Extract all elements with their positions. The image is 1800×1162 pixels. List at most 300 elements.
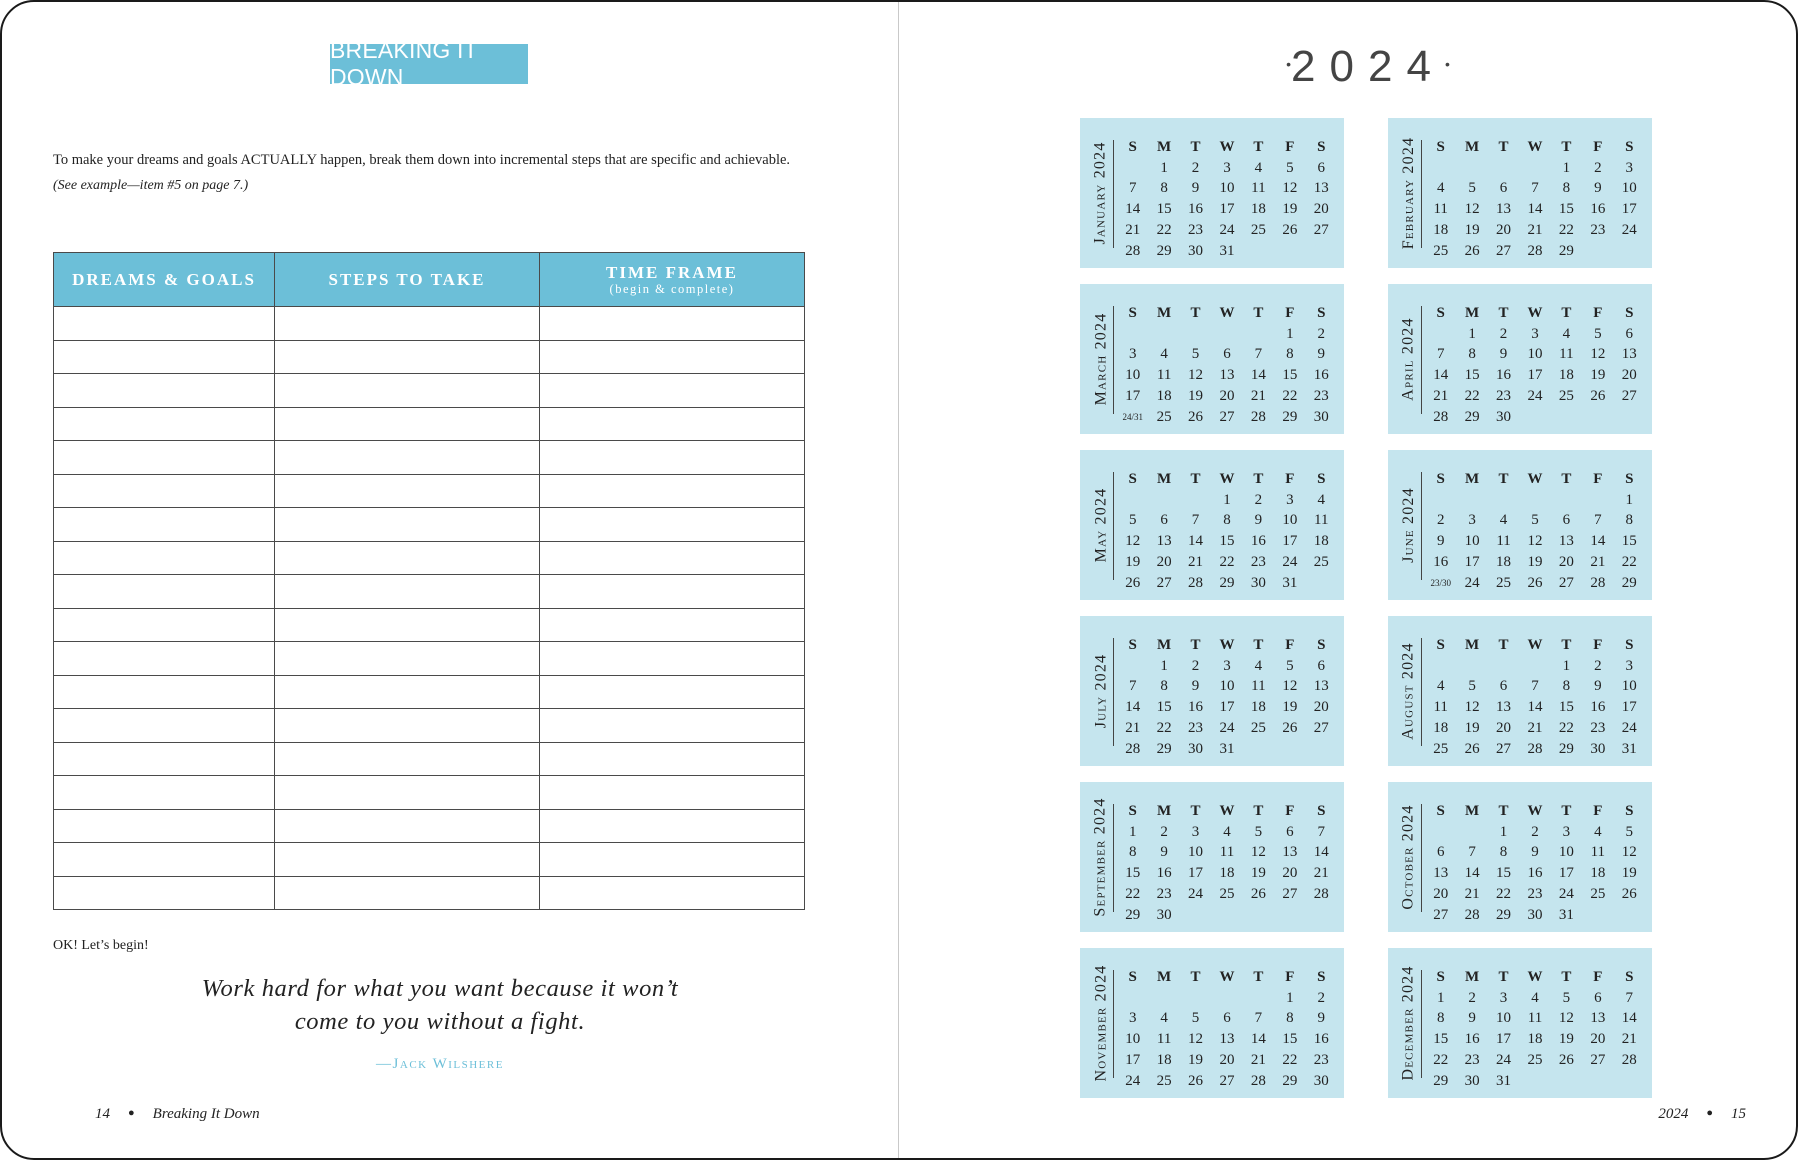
table-row	[54, 709, 805, 743]
weekday-label: T	[1561, 470, 1572, 487]
day-cell: 30	[1250, 574, 1266, 591]
day-cell: 27	[1282, 886, 1298, 903]
table-cell[interactable]	[275, 876, 540, 910]
day-cell: 26	[1250, 886, 1266, 903]
weekday-label: S	[1317, 802, 1326, 819]
day-cell: 16	[1250, 533, 1266, 550]
table-cell[interactable]	[540, 675, 805, 709]
table-cell[interactable]	[540, 374, 805, 408]
week-row	[1425, 1050, 1645, 1071]
day-cell: 26	[1558, 1052, 1574, 1069]
day-cell: 31	[1219, 740, 1235, 757]
day-cell: 28	[1433, 408, 1449, 425]
weekday-header	[1425, 967, 1645, 988]
table-cell[interactable]	[275, 809, 540, 843]
day-cell: 18	[1558, 367, 1574, 384]
day-cell: 24	[1527, 388, 1543, 405]
month-calendar	[1388, 948, 1652, 1098]
day-cell: 22	[1621, 554, 1637, 571]
day-cell: 7	[1317, 823, 1325, 840]
table-cell[interactable]	[54, 742, 275, 776]
month-name	[1087, 450, 1115, 600]
day-cell: 10	[1464, 533, 1480, 550]
day-cell: 22	[1558, 720, 1574, 737]
table-cell[interactable]	[540, 307, 805, 341]
day-grid	[1117, 469, 1337, 594]
weekday-label: F	[1285, 138, 1295, 155]
weekday-label: F	[1593, 470, 1603, 487]
weekday-label: S	[1317, 968, 1326, 985]
running-title-left: Breaking It Down	[152, 1106, 260, 1122]
weekday-label: S	[1317, 138, 1326, 155]
day-cell: 29	[1125, 906, 1141, 923]
weekday-label: S	[1625, 636, 1634, 653]
weekday-label: W	[1527, 968, 1543, 985]
day-cell: 29	[1219, 574, 1235, 591]
weekday-label: T	[1253, 802, 1264, 819]
running-title-right: 2024	[1658, 1106, 1689, 1122]
week-row	[1425, 822, 1645, 843]
table-cell[interactable]	[54, 307, 275, 341]
day-cell: 24/31	[1122, 412, 1143, 423]
table-cell[interactable]	[540, 642, 805, 676]
day-cell: 7	[1436, 346, 1445, 363]
day-grid	[1425, 469, 1645, 594]
table-cell[interactable]	[275, 307, 540, 341]
day-cell: 17	[1464, 554, 1480, 571]
weekday-label: S	[1128, 636, 1137, 653]
day-cell: 25	[1250, 720, 1266, 737]
day-cell: 15	[1621, 533, 1637, 550]
day-cell: 18	[1496, 554, 1512, 571]
day-cell: 10	[1125, 1031, 1141, 1048]
day-cell: 7	[1531, 678, 1539, 695]
month-calendar	[1388, 616, 1652, 766]
month-name-text: December 2024	[1400, 965, 1418, 1081]
table-cell[interactable]	[275, 709, 540, 743]
day-cell: 30	[1188, 242, 1204, 259]
week-row	[1425, 241, 1645, 262]
month-divider-line	[1421, 804, 1422, 912]
day-cell: 24	[1219, 720, 1235, 737]
day-cell: 29	[1558, 242, 1574, 259]
table-cell[interactable]	[540, 407, 805, 441]
day-cell: 5	[1191, 1010, 1200, 1027]
day-cell: 26	[1464, 242, 1480, 259]
table-header-row	[54, 253, 805, 307]
table-cell[interactable]	[540, 508, 805, 542]
day-cell: 2	[1191, 657, 1200, 674]
table-row	[54, 776, 805, 810]
day-cell: 17	[1219, 699, 1235, 716]
weekday-label: T	[1561, 636, 1572, 653]
day-cell: 1	[1286, 989, 1294, 1006]
day-cell: 21	[1621, 1031, 1637, 1048]
table-cell[interactable]	[540, 575, 805, 609]
day-cell: 4	[1594, 823, 1602, 840]
day-cell: 25	[1527, 1052, 1543, 1069]
month-name-text: May 2024	[1092, 487, 1109, 563]
day-cell: 4	[1436, 180, 1445, 197]
day-cell: 1	[1625, 491, 1633, 508]
month-name	[1395, 782, 1423, 932]
day-cell: 13	[1219, 1031, 1235, 1048]
table-cell[interactable]	[540, 709, 805, 743]
table-cell[interactable]	[54, 407, 275, 441]
table-row	[54, 340, 805, 374]
day-cell: 5	[1468, 180, 1476, 197]
day-cell: 7	[1531, 180, 1539, 197]
weekday-label: F	[1285, 304, 1295, 321]
table-cell[interactable]	[54, 474, 275, 508]
day-cell: 17	[1125, 1052, 1141, 1069]
week-row	[1117, 718, 1337, 739]
day-cell: 6	[1317, 159, 1325, 176]
day-cell: 22	[1496, 886, 1512, 903]
day-cell: 16	[1313, 1031, 1329, 1048]
week-row	[1117, 531, 1337, 552]
day-cell: 29	[1282, 1072, 1298, 1089]
table-cell[interactable]	[54, 575, 275, 609]
day-cell: 7	[1191, 512, 1200, 529]
table-row	[54, 407, 805, 441]
day-cell: 18	[1250, 201, 1266, 218]
day-cell: 25	[1219, 886, 1235, 903]
weekday-label: S	[1436, 636, 1445, 653]
day-cell: 23	[1464, 1052, 1480, 1069]
week-row	[1425, 884, 1645, 905]
table-cell[interactable]	[540, 809, 805, 843]
weekday-label: T	[1253, 304, 1264, 321]
day-cell: 31	[1558, 906, 1574, 923]
month-name-text: October 2024	[1400, 804, 1417, 910]
table-cell[interactable]	[54, 340, 275, 374]
day-cell: 9	[1594, 678, 1602, 695]
day-cell: 5	[1286, 159, 1294, 176]
day-cell: 3	[1128, 1010, 1137, 1027]
table-cell[interactable]	[54, 876, 275, 910]
day-cell: 23	[1590, 720, 1606, 737]
weekday-label: W	[1219, 968, 1235, 985]
table-cell[interactable]	[540, 742, 805, 776]
weekday-label: S	[1625, 968, 1634, 985]
table-cell[interactable]	[540, 441, 805, 475]
day-cell: 29	[1433, 1072, 1449, 1089]
table-cell[interactable]	[275, 675, 540, 709]
week-row	[1425, 324, 1645, 345]
week-row	[1117, 1009, 1337, 1030]
week-row	[1117, 199, 1337, 220]
day-cell: 20	[1313, 201, 1329, 218]
day-cell: 26	[1125, 574, 1141, 591]
weekday-label: T	[1561, 802, 1572, 819]
day-cell: 14	[1621, 1010, 1637, 1027]
day-cell: 6	[1286, 823, 1294, 840]
week-row	[1117, 220, 1337, 241]
day-cell: 28	[1621, 1052, 1637, 1069]
intro-block	[53, 150, 813, 196]
weekday-label: S	[1128, 470, 1137, 487]
table-cell[interactable]	[54, 508, 275, 542]
table-cell[interactable]	[54, 843, 275, 877]
day-cell: 5	[1531, 512, 1539, 529]
day-cell: 6	[1160, 512, 1168, 529]
weekday-label: S	[1317, 304, 1326, 321]
table-cell[interactable]	[54, 374, 275, 408]
month-name	[1087, 118, 1115, 268]
day-cell: 4	[1317, 491, 1325, 508]
day-cell: 13	[1433, 865, 1449, 882]
day-cell: 16	[1496, 367, 1512, 384]
day-cell: 1	[1562, 159, 1571, 176]
day-cell: 14	[1125, 699, 1141, 716]
day-grid	[1117, 801, 1337, 926]
quote-line-1: Work hard for what you want because it won’t	[201, 975, 679, 1002]
weekday-label: T	[1498, 968, 1509, 985]
day-cell: 10	[1188, 844, 1204, 861]
table-cell[interactable]	[54, 608, 275, 642]
weekday-label: T	[1498, 636, 1509, 653]
table-cell[interactable]	[540, 541, 805, 575]
weekday-header	[1117, 967, 1337, 988]
month-divider-line	[1421, 638, 1422, 746]
day-cell: 22	[1558, 222, 1574, 239]
table-cell[interactable]	[275, 374, 540, 408]
day-cell: 10	[1621, 678, 1637, 695]
day-cell: 16	[1313, 367, 1329, 384]
day-cell: 14	[1433, 367, 1449, 384]
day-cell: 31	[1621, 740, 1637, 757]
table-row	[54, 508, 805, 542]
weekday-label: T	[1561, 968, 1572, 985]
day-cell: 23	[1590, 222, 1606, 239]
weekday-label: M	[1157, 304, 1172, 321]
month-divider-line	[1113, 970, 1114, 1078]
day-cell: 19	[1621, 865, 1637, 882]
table-cell[interactable]	[54, 441, 275, 475]
table-cell[interactable]	[54, 709, 275, 743]
day-cell: 7	[1128, 678, 1137, 695]
month-calendar	[1388, 782, 1652, 932]
day-cell: 9	[1317, 346, 1325, 363]
day-cell: 28	[1527, 242, 1543, 259]
header-time-frame-sub: (begin & complete)	[609, 281, 735, 296]
table-cell[interactable]	[540, 876, 805, 910]
day-cell: 22	[1219, 554, 1235, 571]
week-row	[1117, 884, 1337, 905]
weekday-label: S	[1436, 138, 1445, 155]
day-cell: 21	[1527, 720, 1543, 737]
day-cell: 4	[1436, 678, 1445, 695]
weekday-label: W	[1219, 470, 1235, 487]
day-cell: 24	[1621, 720, 1637, 737]
day-cell: 16	[1433, 554, 1449, 571]
day-cell: 18	[1156, 388, 1172, 405]
day-cell: 31	[1496, 1072, 1512, 1089]
table-cell[interactable]	[275, 776, 540, 810]
day-cell: 24	[1219, 222, 1235, 239]
day-cell: 2	[1436, 512, 1445, 529]
day-cell: 14	[1464, 865, 1480, 882]
table-cell[interactable]	[540, 340, 805, 374]
week-row	[1425, 1009, 1645, 1030]
day-cell: 26	[1621, 886, 1637, 903]
month-name-text: February 2024	[1400, 136, 1418, 250]
day-cell: 27	[1621, 388, 1637, 405]
weekday-header	[1425, 303, 1645, 324]
day-cell: 22	[1282, 388, 1298, 405]
begin-text: OK! Let’s begin!	[53, 938, 149, 953]
day-cell: 23	[1156, 886, 1172, 903]
table-cell[interactable]	[275, 575, 540, 609]
day-cell: 12	[1250, 844, 1266, 861]
day-cell: 3	[1625, 657, 1633, 674]
table-cell[interactable]	[275, 541, 540, 575]
day-cell: 5	[1286, 657, 1294, 674]
day-cell: 26	[1464, 740, 1480, 757]
table-cell[interactable]	[275, 642, 540, 676]
table-cell[interactable]	[275, 508, 540, 542]
table-row	[54, 541, 805, 575]
day-cell: 7	[1254, 1010, 1263, 1027]
table-row	[54, 809, 805, 843]
day-cell: 21	[1250, 388, 1266, 405]
week-row	[1425, 677, 1645, 698]
day-cell: 21	[1188, 554, 1204, 571]
weekday-header	[1117, 137, 1337, 158]
day-cell: 12	[1125, 533, 1141, 550]
table-cell[interactable]	[54, 541, 275, 575]
day-cell: 9	[1594, 180, 1602, 197]
day-cell: 24	[1496, 1052, 1512, 1069]
day-cell: 6	[1499, 180, 1508, 197]
week-row	[1425, 511, 1645, 532]
day-cell: 28	[1590, 574, 1606, 591]
table-cell[interactable]	[275, 843, 540, 877]
day-cell: 14	[1188, 533, 1204, 550]
day-cell: 12	[1282, 180, 1298, 197]
week-row	[1117, 988, 1337, 1009]
table-cell[interactable]	[54, 642, 275, 676]
table-cell[interactable]	[54, 809, 275, 843]
day-cell: 24	[1125, 1072, 1141, 1089]
day-cell: 10	[1125, 367, 1141, 384]
weekday-label: T	[1253, 470, 1264, 487]
quote-line-2: come to you without a fight.	[294, 1008, 586, 1035]
day-cell: 15	[1125, 865, 1141, 882]
weekday-header	[1117, 635, 1337, 656]
day-cell: 22	[1156, 720, 1172, 737]
day-cell: 3	[1468, 512, 1476, 529]
table-cell[interactable]	[275, 742, 540, 776]
day-cell: 7	[1128, 180, 1137, 197]
weekday-label: T	[1190, 968, 1201, 985]
month-calendar	[1080, 782, 1344, 932]
day-cell: 15	[1558, 201, 1574, 218]
week-row	[1425, 179, 1645, 200]
week-row	[1425, 158, 1645, 179]
table-row	[54, 675, 805, 709]
quote	[120, 972, 760, 1038]
month-calendar	[1080, 284, 1344, 434]
table-cell[interactable]	[54, 776, 275, 810]
weekday-label: M	[1465, 304, 1480, 321]
day-cell: 11	[1433, 699, 1448, 716]
day-cell: 23	[1313, 1052, 1329, 1069]
day-cell: 25	[1156, 1072, 1172, 1089]
day-cell: 20	[1496, 222, 1512, 239]
month-name	[1395, 118, 1423, 268]
table-cell[interactable]	[275, 340, 540, 374]
day-cell: 4	[1223, 823, 1231, 840]
table-cell[interactable]	[275, 474, 540, 508]
weekday-label: T	[1498, 138, 1509, 155]
day-cell: 28	[1250, 408, 1266, 425]
weekday-label: S	[1128, 304, 1137, 321]
day-cell: 8	[1436, 1010, 1445, 1027]
week-row	[1425, 552, 1645, 573]
table-row	[54, 608, 805, 642]
table-cell[interactable]	[540, 776, 805, 810]
intro-text: To make your dreams and goals ACTUALLY happen, break them down into incremental steps that are specific and achievable.	[53, 152, 791, 168]
weekday-label: W	[1219, 636, 1235, 653]
day-grid	[1117, 635, 1337, 760]
week-row	[1117, 863, 1337, 884]
day-cell: 7	[1468, 844, 1476, 861]
weekday-label: M	[1157, 138, 1172, 155]
week-row	[1425, 988, 1645, 1009]
table-cell[interactable]	[275, 407, 540, 441]
week-row	[1117, 843, 1337, 864]
day-cell: 30	[1590, 740, 1606, 757]
month-name-text: January 2024	[1092, 141, 1110, 245]
day-cell: 1	[1286, 325, 1294, 342]
table-cell[interactable]	[275, 608, 540, 642]
day-cell: 8	[1562, 678, 1571, 695]
day-cell: 11	[1527, 1010, 1543, 1027]
day-cell: 12	[1590, 346, 1606, 363]
weekday-label: M	[1465, 968, 1480, 985]
weekday-header	[1117, 303, 1337, 324]
day-cell: 20	[1558, 554, 1574, 571]
table-cell[interactable]	[540, 608, 805, 642]
week-row	[1117, 490, 1337, 511]
table-cell[interactable]	[540, 474, 805, 508]
weekday-label: F	[1593, 968, 1603, 985]
day-cell: 22	[1125, 886, 1141, 903]
weekday-label: W	[1219, 802, 1235, 819]
day-cell: 5	[1594, 325, 1602, 342]
table-cell[interactable]	[54, 675, 275, 709]
weekday-label: M	[1157, 968, 1172, 985]
weekday-label: S	[1625, 138, 1634, 155]
week-row	[1425, 365, 1645, 386]
table-cell[interactable]	[275, 441, 540, 475]
year-dot-left: •	[1286, 56, 1292, 72]
table-cell[interactable]	[540, 843, 805, 877]
day-cell: 10	[1496, 1010, 1512, 1027]
day-cell: 13	[1219, 367, 1235, 384]
day-cell: 15	[1219, 533, 1235, 550]
day-cell: 8	[1625, 512, 1633, 529]
day-cell: 11	[1156, 367, 1172, 384]
day-cell: 11	[1219, 844, 1235, 861]
day-cell: 5	[1562, 989, 1571, 1006]
day-cell: 15	[1464, 367, 1480, 384]
day-cell: 19	[1464, 720, 1480, 737]
day-cell: 18	[1250, 699, 1266, 716]
day-cell: 20	[1219, 388, 1235, 405]
